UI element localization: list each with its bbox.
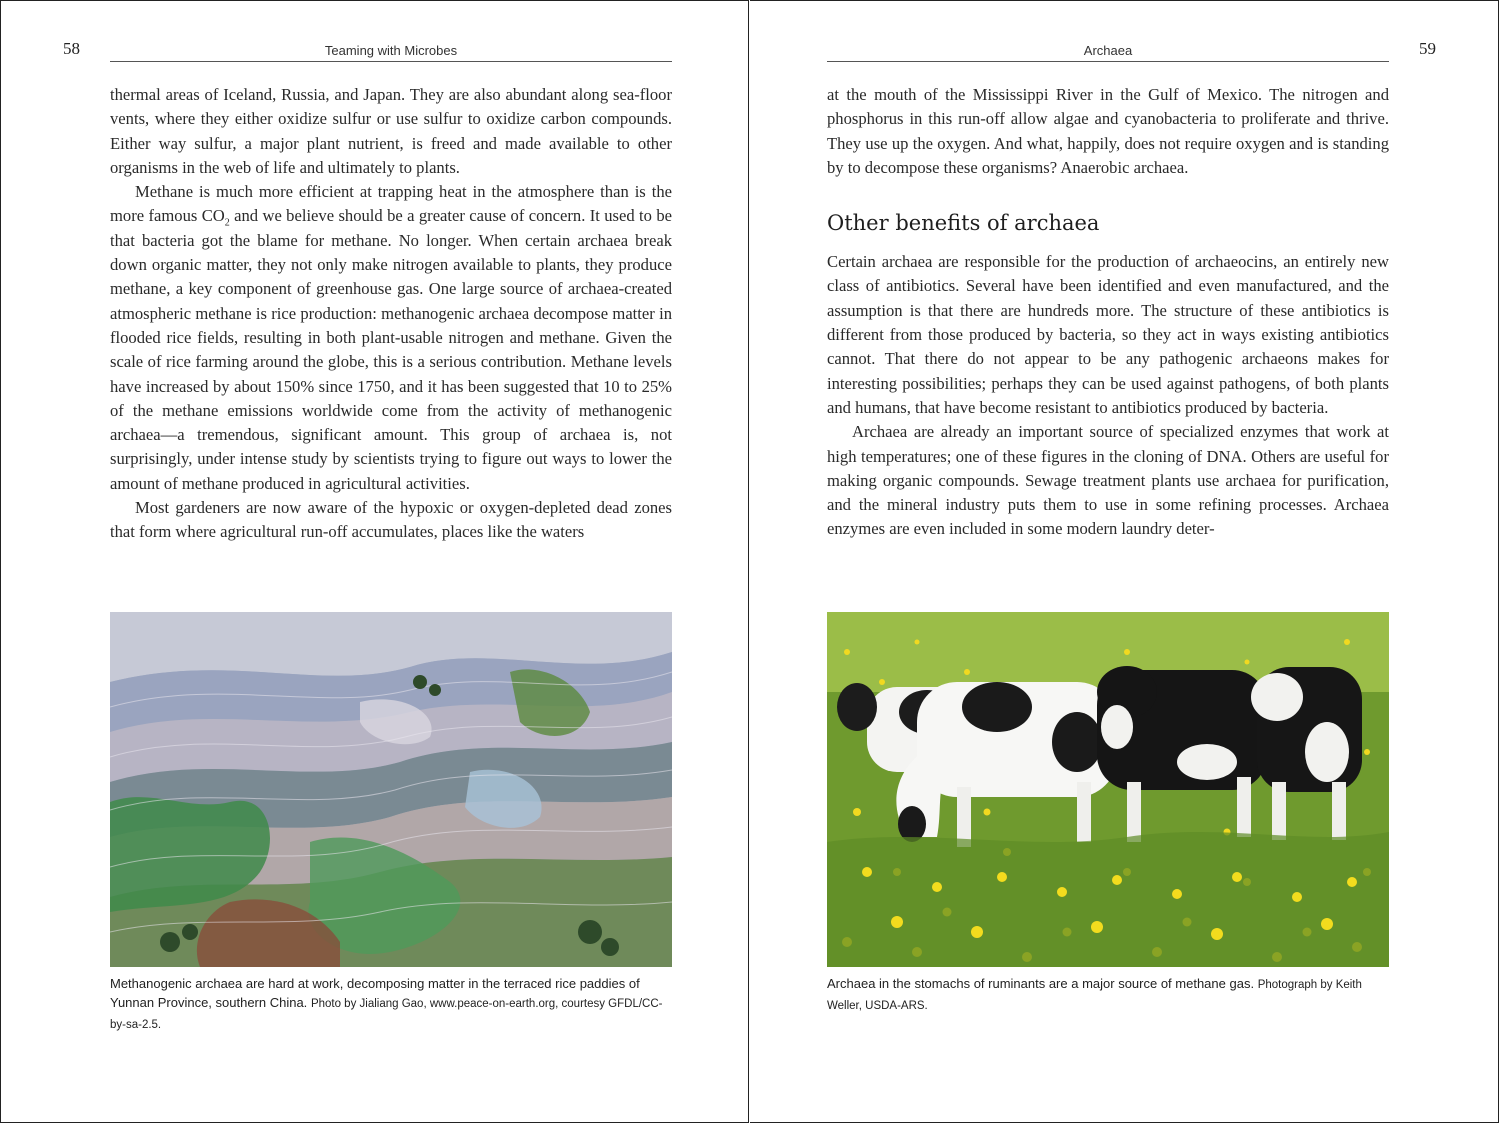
caption-credit-right: Photograph by Keith Weller, USDA-ARS. — [827, 979, 1362, 1012]
paragraph-continued-left: thermal areas of Iceland, Russia, and Japan. They are also abundant along sea-floor vents, where they either oxidize sulfur or use sulfur to oxidize carbon compounds. Either way sulfur, a major plant nutrient, is freed and made available to other organisms in the web of life and ultimately to plants. — [110, 85, 672, 177]
page-number-left: 58 — [63, 39, 80, 58]
cows-photo — [827, 612, 1389, 967]
paragraph-dead-zones: Most gardeners are now aware of the hypoxic or oxygen-depleted dead zones that form where agricultural run-off accumulates, places like the waters — [110, 498, 672, 542]
left-page — [0, 0, 749, 1123]
right-page — [750, 0, 1499, 1123]
caption-text-right: Archaea in the stomachs of ruminants are a major source of methane gas. — [827, 976, 1255, 991]
paragraph-methane — [110, 180, 672, 496]
paragraph-continued-right: at the mouth of the Mississippi River in the Gulf of Mexico. The nitrogen and phosphorus in this run-off allow algae and cyanobacteria to proliferate and thrive. They use up the oxygen. And what, happily, does not require oxygen and is standing by to decompose these organisms? Anaerobic archaea. — [827, 85, 1389, 177]
methane-text-b: and we believe should be a greater cause of concern. It used to be that bacteria got the blame for methane. No longer. When certain archaea break down organic matter, they not only make nitrogen available to plants, they produce methane, a key component of greenhouse gas. One large source of archaea-created atmospheric methane is rice production: methanogenic archaea decompose matter in flooded rice fields, resulting in both plant-usable nitrogen and methane. Given the scale of rice farming around the globe, this is a serious contribution. Methane levels have increased by about 150% since 1750, and it has been suggested that 10 to 25% of the methane emissions worldwide come from the activity of methanogenic archaea—a tremendous, significant amount. This group of archaea is, not surprisingly, under intense study by scientists trying to figure out ways to lower the amount of methane produced in agricultural activities. — [110, 206, 672, 493]
paragraph-archaeocins: Certain archaea are responsible for the production of archaeocins, an entirely new class of antibiotics. Several have been identified and even manufactured, and the assumption is that there are hundreds more. The structure of these antibiotics is different from those produced by bacteria, so they act in ways existing antibiotics cannot. That there do not appear to be any pathogenic archaeons makes for interesting possibilities; perhaps they can be used against pathogens, of both plants and humans, that have become resistant to antibiotics produced by bacteria. — [827, 252, 1389, 417]
rice-terraces-photo — [110, 612, 672, 967]
running-head-right: Archaea — [827, 43, 1389, 62]
figure-caption-left — [110, 974, 672, 1035]
page-number-right: 59 — [1419, 39, 1436, 58]
caption-text-left: Methanogenic archaea are hard at work, decomposing matter in the terraced rice paddies of Yunnan Province, southern China. — [110, 976, 640, 1010]
running-head-left: Teaming with Microbes — [110, 43, 672, 62]
rice-terraces-illustration — [110, 612, 672, 967]
section-heading: Other benefits of archaea — [827, 211, 1100, 236]
left-text-block — [110, 83, 672, 545]
methane-text-a: Methane is much more efficient at trapping heat in the atmosphere than is the more famous CO — [110, 182, 672, 226]
co2-subscript: 2 — [224, 217, 230, 229]
paragraph-enzymes: Archaea are already an important source of specialized enzymes that work at high temperatures; one of these figures in the cloning of DNA. Others are useful for making organic compounds. Sewage treatment plants use archaea for purification, and the mineral industry puts them to use in some refining processes. Archaea enzymes are even included in some modern laundry deter- — [827, 422, 1389, 539]
cows-grazing-illustration — [827, 612, 1389, 967]
figure-caption-right — [827, 974, 1389, 1016]
caption-credit-left: Photo by Jialiang Gao, www.peace-on-earth.org, courtesy GFDL/CC-by-sa-2.5. — [110, 998, 663, 1031]
right-text-block — [827, 83, 1389, 542]
